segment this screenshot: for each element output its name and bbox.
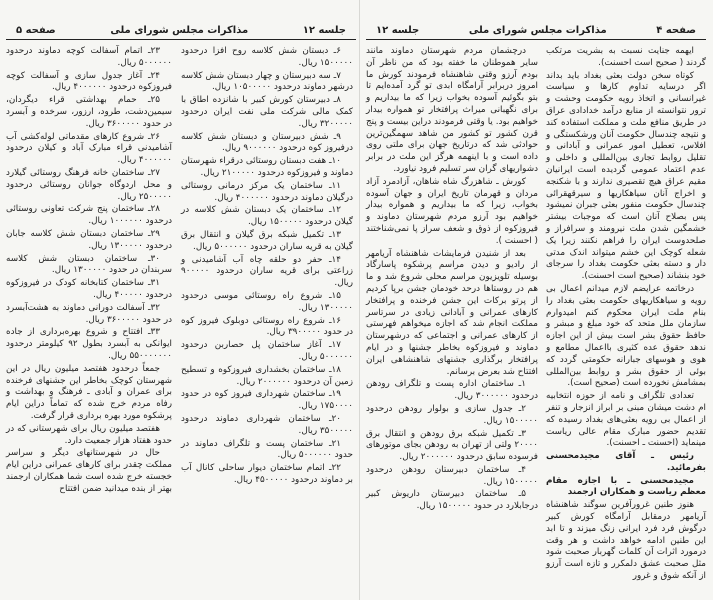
paragraph: ۲۵ـ حمام بهداشتی قراء دیگردان، سیمین‌دشت، طرود، ارزور، سرخده و آبسرد در حدود ۳۶۰۰۰۰۰ ریال. bbox=[6, 95, 172, 129]
paragraph: ۳۲ـ آسفالت دورانی دماوند به هشت‌آبسرد در حدود ۳۶۰۰۰۰۰ ریال. bbox=[6, 302, 172, 325]
paragraph: ۲۰ـ ساختمان شهرداری دماوند درحدود ۳۵۰۰۰۰۰ ریال. bbox=[181, 413, 353, 436]
text-column bbox=[6, 46, 172, 496]
running-title: مذاکرات مجلس شورای ملی bbox=[110, 25, 249, 36]
paragraph: ۲۳ـ اتمام آسفالت کوچه دماوند درحدود ۵۰۰۰۰۰۰ ریال. bbox=[6, 46, 172, 68]
page-number: صفحه ۵ bbox=[16, 25, 56, 36]
paragraph: ۲۷ـ ساختمان خانه فرهنگ روستائی گیلارد و محل اردوگاه جوانان روستائی درحدود ۲۵۰۰۰۰۰ ریال. bbox=[6, 167, 172, 202]
paragraph: ۲۴ـ آغاز جدول سازی و آسفالت کوچه فیروزکوه درحدود ۴۰۰۰۰۰۰ ریال. bbox=[6, 70, 172, 93]
paragraph: ۳۰ـ ساختمان دبستان شش کلاسه سربندان در حدود ۱۳۰۰۰۰۰ ریال. bbox=[6, 253, 172, 276]
paragraph: ۱۴ـ حفر دو حلقه چاه آب آشامیدنی و زراعتی برای قریه ساران درحدود ۹۰۰۰۰۰ ریال. bbox=[181, 254, 353, 289]
paragraph: تعدادی تلگراف و نامه از حوزه انتخابیه ام دشت میشان مبنی بر ابراز انزجار و تنفر از اعمال بی رویه بعثی‌های بغداد رسیده که تقدیم حضور مبارک مقام عالی ریاست مینماید (احسنت ـ احسنت). bbox=[546, 391, 706, 449]
paragraph: ۷ـ سه دبیرستان و چهار دبستان شش کلاسه درشهر دماوند درحدود ۱۰۵۰۰۰۰۰ ریال. bbox=[181, 70, 353, 93]
paragraph: ۱۹ـ ساختمان شهرداری فیروز کوه در حدود ۱۷۵۰۰۰۰ ریال. bbox=[181, 389, 353, 412]
paragraph: ۱۸ـ ساختمان بخشداری فیروزکوه و تسطیح زمین آن درحدود ۲۰۰۰۰۰۰ ریال. bbox=[181, 364, 353, 387]
paragraph: ۳۳ـ افتتاح و شروع بهره‌برداری از جاده ایوانکی به آبسرد بطول ۹۲ کیلومتر درحدود ۵۵۰۰۰۰۰۰۰ ریال. bbox=[6, 327, 172, 361]
paragraph: ۸ـ دبیرستان کورش کبیر با شانزده اطاق با کمک مالی شرکت ملی نفت ایران درحدود ۳۲۰۰۰۰۰ ریال. bbox=[181, 95, 353, 129]
paragraph: رئیس ـ آقای مجیدمحسنی بفرمائید. bbox=[546, 451, 706, 473]
paragraph: ۳۱ـ ساختمان کتابخانه کودک در فیروزکوه درحدود ۴۰۰۰۰۰ ریال. bbox=[6, 278, 172, 300]
paragraph: ۱۵ـ شروع راه روستائی موسی درحدود ۱۳۰۰۰۰۰ ریال. bbox=[181, 290, 353, 313]
paragraph: ۱۶ـ شروع راه روستائی دوبلوک فیروز کوه در حدود ۳۹۰۰۰۰۰ ریال. bbox=[181, 315, 353, 338]
paragraph: ۲۸ـ ساختمان پنج شرکت تعاونی روستائی درحدود ۱۰۰۰۰۰۰ ریال. bbox=[6, 204, 172, 227]
left-page-header bbox=[6, 22, 356, 40]
paragraph: ۱۰ـ هفت دبستان روستائی درقراء شهرستان دماوند و فیروزکوه درحدود ۲۱۰۰۰۰۰ ریال. bbox=[181, 156, 353, 178]
text-column bbox=[181, 46, 353, 488]
paragraph: کوتاه سخن دولت بعثی بغداد باید بداند اگر درسایه تداوم کارها و سیاست غیرانسانی و اتخاذ رویه حکومت وحشت و ترور نتوانسته از منابع درآمد خدادادی عراق در طریق منافع ملت و مملکت استفاده کند و نتیجه چندسال حکومت آنان ورشکستگی و افلاس، تعطیل امور عمرانی و آبادانی و تقلیل روابط تجاری بین‌المللی و داخلی و عدم اعتماد عمومی گردیده است ایرانیان مقیم عراق هیچ تقصیری ندارند و با شکنجه و اخراج آنان سیاهکاریها و سیرقهقرائی چندسال حکومت منفور بعثی جبران نمیشود پس بصلاح آنان است که موجبات بیشتر خشمگین شدن ملت نیرومند و سرافراز و صلحدوست ایران را فراهم نکنند زیرا یک شعله کوچک این خشم میتواند اندک مدتی دار و دسته بعثی حکومت بغداد را سرجای خود بنشاند (صحیح است احسنت). bbox=[546, 70, 706, 282]
session-number: جلسه ۱۲ bbox=[302, 25, 346, 36]
paragraph: ۴ـ ساختمان دبیرستان رودهن درحدود ۱۵۰۰۰۰۰ ریال. bbox=[366, 464, 538, 487]
paragraph: ۱۲ـ ساختمان یک دبستان شش کلاسه در گیلان درحدود ۱۵۰۰۰۰۰ ریال. bbox=[181, 205, 353, 228]
paragraph: کورش ـ شاهزرگ شاه شاهان، آزادمرد آزاد مردان و قهرمان تاریخ ایران و جهان آسوده بخواب، زیرا که ما بیداریم و همواره بیدار خواهیم بود آرزو مردم شهرستان دماوند و فیروزکوه از ذوق و شعف سراز پا نمی‌شناختند ( احسنت ). bbox=[366, 176, 538, 246]
paragraph: ۳ـ تکمیل شبکه برق رودهن و انتقال برق ۲۰۰۰۰ ولتی از تهران به رودهن بجای موتورهای فرسوده سابق درحدود ۲۰۰۰۰۰۰ ریال. bbox=[366, 428, 538, 463]
paragraph: ۱ـ ساختمان اداره پست و تلگراف رودهن درحدود ۳۰۰۰۰۰۰ ریال. bbox=[366, 379, 538, 402]
paragraph: هفتصد میلیون ریال برای شهرستانی که در حدود هفتاد هزار جمعیت دارد. bbox=[6, 423, 172, 446]
paragraph: ۱۷ـ آغاز ساختمان پل حصاربن درحدود ۵۰۰۰۰۰۰ ریال. bbox=[181, 340, 353, 362]
paragraph: ۲ـ جدول سازی و بولوار رودهن درحدود ۱۵۰۰۰۰۰ ریال. bbox=[366, 403, 538, 426]
paragraph: ۵ـ ساختمان دبیرستان داریوش کبیر درجابلارد در حدود ۱۵۰۰۰۰۰ ریال. bbox=[366, 489, 538, 512]
paragraph: درچشمان مردم شهرستان دماوند مانند سایر هموطنان ما خفته بود که من ناظر آن بودم آرزو وقتی شاهنشاه فرمودند کورش ما امروز دربرابر آرامگاه ابدی تو گرد آمده‌ایم تا بتو بگوئیم آسوده بخواب زیرا که ما بیداریم و برای نگهبانی میراث پرافتخار تو همواره بیدار خواهیم بود. یا وقتی فرمودند دراین بیست و پنج قرن کشور تو کشور من شاهد سهمگین‌ترین حوادثی شد که درتاریخ جهان برای ملتی روی داده است و با اینهمه هرگز این ملت در برابر دشواریهای گران سر تسلیم فرود نیاورد. bbox=[366, 46, 538, 174]
paragraph: ۲۲ـ اتمام ساختمان دیوار ساحلی کانال آب بر دماوند درحدود ۴۵۰۰۰۰۰ ریال. bbox=[181, 463, 353, 485]
page-number: صفحه ۴ bbox=[656, 25, 696, 36]
paragraph: ۹ـ شش دبیرستان و دبستان شش کلاسه درفیروز کوه درحدود ۹۰۰۰۰۰۰ ریال. bbox=[181, 131, 353, 154]
paragraph: ۲۹ـ ساختمان دبستان شش کلاسه جابان درحدود ۱۳۰۰۰۰۰ ریال. bbox=[6, 228, 172, 251]
paragraph: ۲۱ـ ساختمان پست و تلگراف دماوند در حدود ۵۰۰۰۰۰۰ ریال. bbox=[181, 438, 353, 461]
text-column bbox=[366, 46, 538, 514]
paragraph: ۱۳ـ تکمیل شبکه برق گیلان و انتقال برق گیلان به قریه ساران درحدود ۵۰۰۰۰۰۰ ریال. bbox=[181, 229, 353, 252]
paragraph: ۱۱ـ ساختمان یک مرکز درمانی روستائی درگیلان دماوند درحدود ۴۰۰۰۰۰۰ ریال. bbox=[181, 180, 353, 203]
session-number: جلسه ۱۲ bbox=[376, 25, 420, 36]
paragraph: مجیدمحسنی ـ با اجازه مقام معظم ریاست و همکاران ارجمند bbox=[546, 475, 706, 498]
text-column bbox=[546, 46, 706, 584]
paragraph: ایهمه جنایت نسبت به بشریت مرتکب گردند ( صحیح است احسنت). bbox=[546, 46, 706, 68]
paragraph: حال در شهرستانهای دیگر و سراسر مملکت چقدر برای کارهای عمرانی دراین ایام خجسته خرج شده است شما همکاران ارجمند بهتر از بنده میدانید ضمن افتتاح bbox=[6, 448, 172, 494]
paragraph: هنوز طنین غرورآفرین سوگند شاهنشاه آریامهر درمقابل آرامگاه کورش کبیر درگوش فرد فرد ایرانی زنگ میزند و تا ابد این طنین ادامه خواهد داشت و هر وقت درمورد اثرات آن کلمات گهربار صحبت شود مثل صحبت عشق دلمکرر و تازه است آرزو از آنکه شوق و غرور bbox=[546, 500, 706, 582]
paragraph: درخاتمه عرایضم لازم میدانم اعمال بی رویه و سیاهکاریهای حکومت بعثی بغداد را بنام ملت ایران محکوم کنم امیدوارم سازمان ملل متحد که خود مبلغ و مبشر و حافظ حقوق بشر است بیش از این اجازه ندهد حقوق عده کثیری بااعمال مطامع و هوی و هوسهای جبارانه حکومتی گردد که بوئی از حقوق بشر و روابط بین‌المللی بمشامش نخورده است (صحیح است). bbox=[546, 283, 706, 389]
paragraph: جمعاً درحدود هفتصد میلیون ریال در این شهرستان کوچک بخاطر این جشنهای فرخنده برای عمران و آبادی ـ فرهنگ و بهداشت و رفاه مردم خرج شده که تماماً دراین ایام پرشکوه مورد بهره برداری قرار گرفت. bbox=[6, 363, 172, 421]
paragraph: ۶ـ دبستان شش کلاسه روح افزا درحدود ۱۵۰۰۰۰۰ ریال. bbox=[181, 46, 353, 68]
paragraph: ۲۶ـ شروع کارهای مقدماتی لوله‌کشی آب آشامیدنی قراء مبارک آباد و کیلان درحدود ۴۰۰۰۰۰۰ ریال. bbox=[6, 131, 172, 166]
paragraph: بعد از شنیدن فرمایشات شاهنشاه آریامهر از رادیو و دیدن مراسم پرشکوه پاسارگاد بوسیله تلویزیون مراسم محلی شروع شد و ما هم در روستاها درحد خودمان جشن برپا کردیم از پرتو برکات این جشن فرخنده و پرافتخار کارهای عمرانی و آبادانی زیادی در سرتاسر مملکت انجام شد که اجازه میخواهم فهرستی از کارهای عمرانی و اجتماعی که درشهرستان دماوند و فیروزکوه بخاطر جشنها و در ایام پرافتخار برگذاری جشنهای شاهنشاهی ایران افتتاح شد بعرض برسانم. bbox=[366, 248, 538, 377]
right-page-header bbox=[366, 22, 706, 40]
page-spine bbox=[359, 0, 360, 600]
running-title: مذاکرات مجلس شورای ملی bbox=[468, 25, 607, 36]
